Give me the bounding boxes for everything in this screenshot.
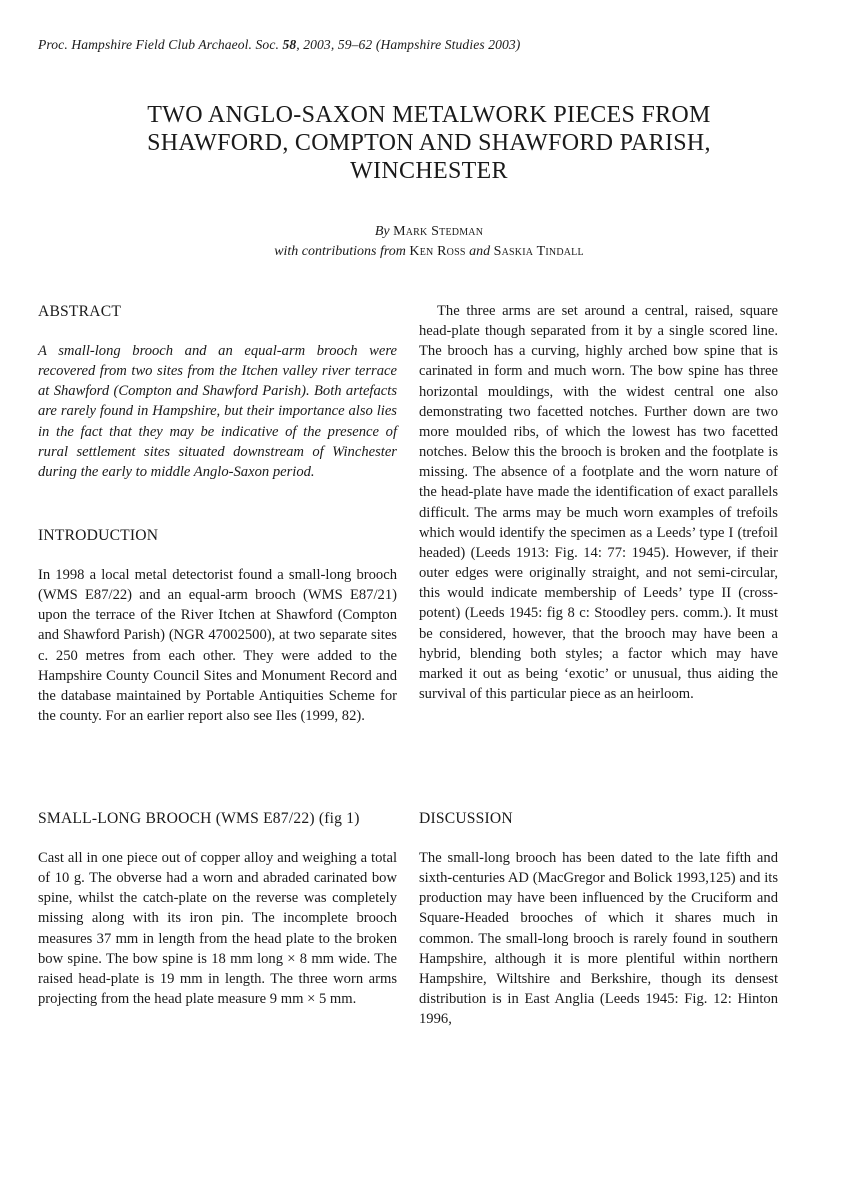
byline-by: By xyxy=(374,224,390,239)
contrib-prefix: with contributions from xyxy=(274,244,406,259)
discussion-text: The small-long brooch has been dated to the late fifth and sixth-centuries AD (MacGregor and Bolick 1993,125) and its production may have been influenced by the Cruciform and Square-Headed brooches of which it shares much in common. The small-long brooch is rarely found in southern Hampshire, although it is more plentiful within northern Hampshire, Wiltshire and Berkshire, though its densest distribution is in East Anglia (Leeds 1945: Fig. 12: Hinton 1996, xyxy=(419,850,778,1028)
running-head-suffix: , 2003, 59–62 (Hampshire Studies 2003) xyxy=(296,37,521,52)
arms-text: The three arms are set around a central, raised, square head-plate though separated from it by a single scored line. The brooch has a curving, highly arched bow spine that is carinated in form and much worn. The bow spine has three horizontal mouldings, with the widest central one also demonstrating two facetted notches. Further down are two more moulded ribs, of which the lowest has two facetted notches. Below this the brooch is broken and the footplate is missing. The absence of a footplate and the worn nature of the head-plate have made the identification of exact parallels difficult. The arms may be much worn examples of trefoils which would identify the specimen as a Leeds’ type I (trefoil headed) (Leeds 1913: Fig. 14: 77: 1945). However, if their outer edges were originally straight, and not semi-circular, this would indicate membership of Leeds’ type II (cross-potent) (Leeds 1945: fig 8 c: Stoodley pers. comm.). It must be considered, however, that the brooch may have been a hybrid, blending both styles; a factor which may have marked it out as being ‘exotic’ or unusual, thus aiding the survival of this particular piece as an heirloom. xyxy=(419,303,778,702)
contrib-and: and xyxy=(469,244,491,259)
introduction-heading: INTRODUCTION xyxy=(38,527,159,544)
abstract-text: A small-long brooch and an equal-arm brooch were recovered from two sites from the Itchen valley river terrace at Shawford (Compton and Shawford Parish). Both artefacts are rarely found in Hampshire, but their importance also lies in the fact that they may be indicative of the presence of rural settlement sites situated downstream of Winchester during the early to middle Anglo-Saxon period. xyxy=(38,343,397,480)
running-head-volume: 58 xyxy=(282,37,297,52)
title-line: TWO ANGLO-SAXON METALWORK PIECES FROM xyxy=(147,102,711,128)
contributors-line xyxy=(0,242,858,262)
small-long-heading: SMALL-LONG BROOCH (WMS E87/22) (fig 1) xyxy=(38,810,360,827)
title-line: SHAWFORD, COMPTON AND SHAWFORD PARISH, xyxy=(147,130,711,156)
author-name: Mark Stedman xyxy=(393,224,484,239)
byline xyxy=(0,222,858,262)
running-head xyxy=(38,37,520,53)
running-head-prefix: Proc. Hampshire Field Club Archaeol. Soc. xyxy=(38,37,279,52)
title-line: WINCHESTER xyxy=(350,158,508,184)
contributor-name: Saskia Tindall xyxy=(493,244,584,259)
contributor-name: Ken Ross xyxy=(409,244,466,259)
abstract-heading: ABSTRACT xyxy=(38,303,122,320)
article-title xyxy=(60,101,798,185)
author-line xyxy=(0,222,858,242)
discussion-heading: DISCUSSION xyxy=(419,810,513,827)
introduction-text: In 1998 a local metal detectorist found a small-long brooch (WMS E87/22) and an equal-arm brooch (WMS E87/21) upon the terrace of the River Itchen at Shawford (Compton and Shawford Parish) (NGR 47002500), at two separate sites c. 250 metres from each other. They were added to the Hampshire County Council Sites and Monument Record and the database maintained by Portable Antiquities Scheme for the county. For an earlier report also see Iles (1999, 82). xyxy=(38,567,397,725)
small-long-text: Cast all in one piece out of copper alloy and weighing a total of 10 g. The obverse had a worn and abraded carinated bow spine, whilst the catch-plate on the reverse was completely missing along with its iron pin. The incomplete brooch measures 37 mm in length from the head plate to the broken bow spine. The bow spine is 18 mm long × 8 mm wide. The raised head-plate is 19 mm in length. The three worn arms projecting from the head plate measure 9 mm × 5 mm. xyxy=(38,850,397,1008)
